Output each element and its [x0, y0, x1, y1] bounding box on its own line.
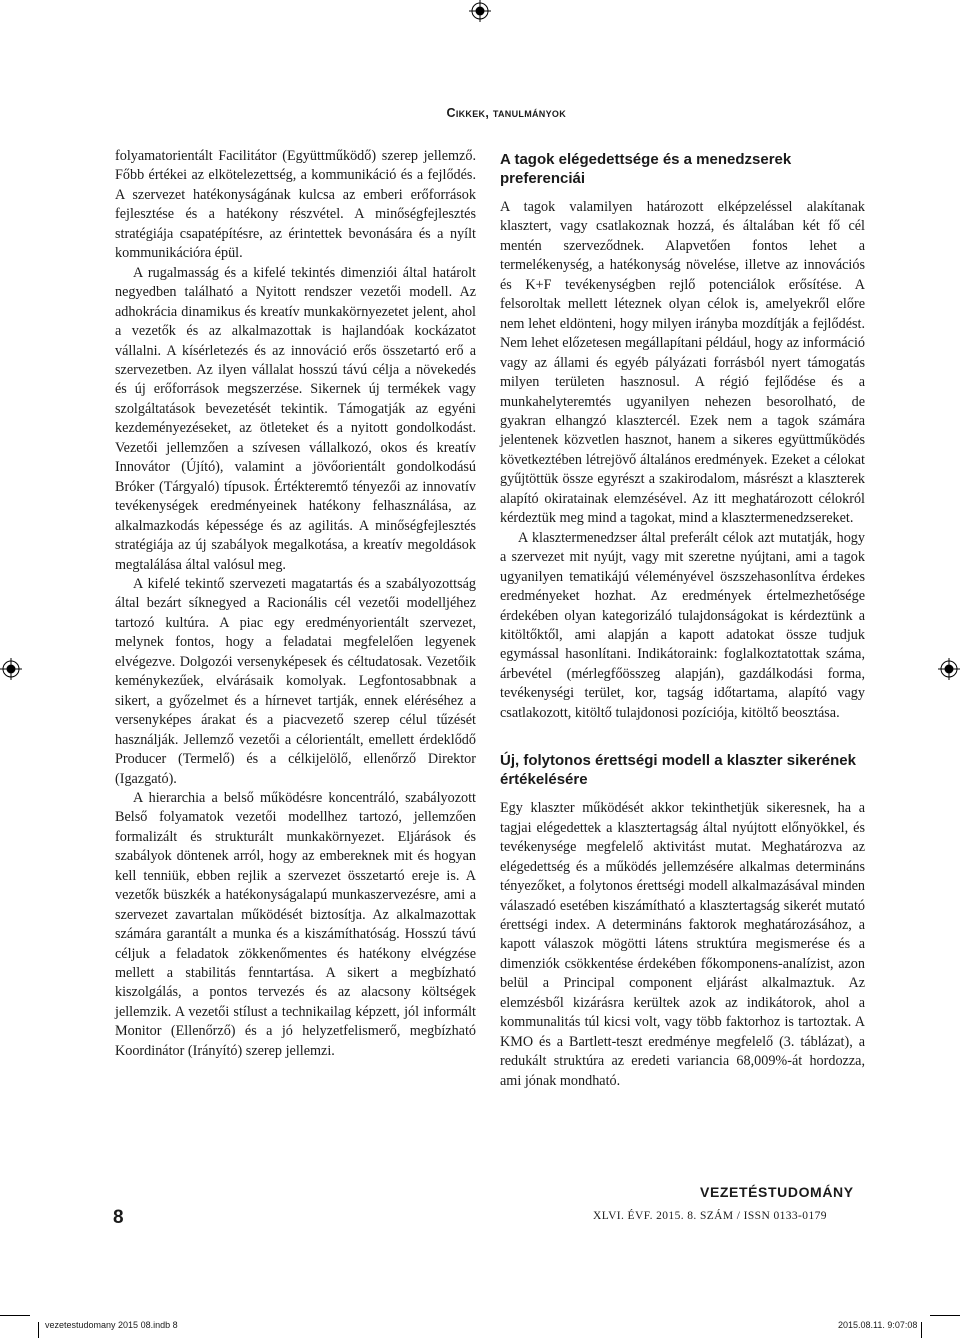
right-column	[500, 150, 865, 1091]
left-column	[115, 147, 476, 1061]
registration-mark-icon	[0, 658, 22, 680]
paragraph: A rugalmasság és a kifelé tekintés dimenziói által határolt negyedben található a Nyitott rendszer vezetői modell. Az adhokrácia dinamikus és kreatív munkakörnyezetet jelent, ahol a vezetők és az alkalmazottak is hajlandóak kockázatot vállalni. A kísérletezés és az innováció erős összetartó erő a szervezetben. Az ilyen vállalat hosszú távú célja a növekedés és új erőforrások megszerzése. Sikernek új termékek vagy szolgáltatások bevezetését tekintik. Támogatják az egyéni kezdeményezéseket, az ötleteket és a nyitott gondolkodást. Vezetői jellemzően a szívesen vállalkozó, okos és kreatív Innovátor (Újító), valamint a jövőorientált gondolkodású Bróker (Tárgyaló) típusok. Értékteremtő tényezői az innovatív tevékenységek eredményeinek hatékony felhasználása, az alkalmazkodás képessége és az agilitás. A minőségfejlesztés stratégiája az új szabályok megalkotása, a kreatív megoldások megtalálása által valósul meg.	[115, 264, 476, 573]
journal-name: VEZETÉSTUDOMÁNY	[700, 1184, 854, 1200]
paragraph: A klasztermenedzser által preferált célok azt mutatják, hogy a szervezet mit nyújt, vagy mit szeretne nyújtani, ami a tagok ugyanilyen tematikájú véleményével öszszehasonlítva érdekes eredményeket hozhat. Az eredmények értelmezhetősége érdekében olyan kategorizáló tulajdonságokat is kérdeztünk a kitöltőktől, ami alapján a kapott adatokat össze tudjuk egymással hasonlítani. Indikátoraink: foglalkoztatottak száma, árbevétel (mérlegfőösszeg alapján), gazdálkodási forma, tevékenységi terület, kor, tagság időtartama, alapító vagy csatlakozott, kitöltő tulajdonosi pozíciója, kitöltő beosztása.	[500, 529, 865, 721]
section-heading: Új, folytonos érettségi modell a klaszter sikerének értékelésére	[500, 752, 856, 789]
paragraph: A kifelé tekintő szervezeti magatartás és a szabályozottság által bezárt síknegyed a Racionális cél vezetői modelljéhez tartozó kultúra. A piac egy eredményorientált szervezet, melynek fontos, hogy a feladatai megfelelően legyenek elvégezve. Dolgozói versenyképesek és céltudatosak. Vezetőik keménykezűek, elvárásaik komolyak. Legfontosabbnak a sikert, a győzelmet és a hírnevet tartják, ennek eléréséhez a versenyképes árakat és a piacvezető szerep célul tűzését használják. Jellemző vezetői a célorientált, emellett érdeklődő Producer (Termelő) és a célkijelölő, ellenőrző Direktor (Igazgató).	[115, 575, 476, 787]
crop-mark	[0, 1315, 30, 1316]
paragraph: A hierarchia a belső működésre koncentráló, szabályozott Belső folyamatok vezetői modellhez tartozó, jellemzően formalizált és strukturált munkakörnyezet. Eljárások és szabályok döntenek arról, hogy az embereknek mit és hogyan kell tenniük, ebben rejlik a szervezet összetartó ereje is. A vezetők büszkék a hatékonyságalapú munkaszervezésre, ami a szervezet zavartalan működését biztosítja. Az alkalmazottak számára garantált a munka és a kiszámíthatóság. Hosszú távú céljuk a feladatok zökkenőmentes és hatékony elvégzése mellett a stabilitás fenntartása. A sikert a megbízható kiszolgálás, a pontos tervezés és az alacsony költségek jellemzik. A vezetői stílust a technikailag képzett, jól informált Monitor (Ellenőrző) és a jó helyzetfelismerő, megbízható Koordinátor (Irányító) szerep jellemzi.	[115, 789, 476, 1059]
section-heading: A tagok elégedettsége és a menedzserek preferenciái	[500, 151, 792, 187]
crop-mark	[921, 1322, 922, 1338]
crop-mark	[38, 1322, 39, 1338]
print-slug-date: 2015.08.11. 9:07:08	[838, 1320, 918, 1330]
registration-mark-icon	[469, 0, 491, 22]
section-header: Cikkek, tanulmányok	[446, 106, 566, 120]
paragraph: folyamatorientált Facilitátor (Együttműködő) szerep jellemző. Főbb értékei az elkötelezettség, a kommunikáció és a fejlődés. A szervezet hatékonyságának kulcsa az emberi erőforrások fejlesztése és a hatékony részvétel. A minőségfejlesztés stratégiája csapatépítésre, az érintettek bevonására és a nyílt kommunikációra épül.	[115, 148, 476, 262]
page-number: 8	[113, 1207, 124, 1228]
issue-info: XLVI. ÉVF. 2015. 8. SZÁM / ISSN 0133-0179	[593, 1210, 827, 1222]
paragraph: Egy klaszter működését akkor tekinthetjük sikeresnek, ha a tagjai elégedettek a klasztertagság által nyújtott előnyökkel, és tevékenysége megfelelő aktivitást mutat. Meghatározva az elégedettség és a működés jellemzésére alkalmas determináns tényezőket, a folytonos érettségi modell alkalmazásával minden válaszadó esetében kiszámítható a klasztertagság sikerét mutató érettségi index. A determináns faktorok meghatározásához, a kapott válaszok mögötti látens struktúra megismerése és a dimenziók csökkentése érdekében főkomponens-analízist, azon belül a Principal component eljárást alkalmaztuk. Az elemzésből kizárásra kerültek azok az indikátorok, ahol a kommunalitás túl kicsi volt, vagy több faktorhoz is tartoztak. A KMO és a Bartlett-teszt eredménye megfelelő (3. táblázat), a redukált struktúra az eredeti variancia 68,009%-át hordozza, ami jónak mondható.	[500, 800, 865, 1089]
crop-mark	[930, 1315, 960, 1316]
paragraph: A tagok valamilyen határozott elképzeléssel alakítanak klasztert, vagy csatlakoznak hozzá, és általában két fő cél mentén szerveződnek. Alapvetően fontos lehet a termelékenység, a hatékonyság növelése, illetve az innovációs és K+F tevékenységben rejlő potenciálok erősítése. A felsoroltak mellett léteznek olyan célok is, amelyekről előre nem lehet eldönteni, hogy milyen irányba mozdítják a fejlődést. Nem lehet előzetesen megállapítani például, hogy az információ vagy az állami és egyéb pályázati forrásból nyert támogatás milyen területen hasznosul. A régió fejlődése és a munkahelyteremtés ugyanilyen nehezen besorolható, de gyakran elhangzó klasztercél. Ezek nem a tagok számára jelentenek közvetlen hasznot, hanem a sikeres együttműködés következtében létrejövő általános eredmények. Ezeket a célokat gyűjtöttük össze egyrészt a szakirodalom, másrészt a klaszterek alapító okiratainak elemzésével. Az itt meghatározott célokról kérdeztük meg mind a tagokat, mind a klasztermenedzsereket.	[500, 199, 865, 527]
print-slug-file: vezetestudomany 2015 08.indb 8	[45, 1320, 178, 1330]
registration-mark-icon	[938, 658, 960, 680]
